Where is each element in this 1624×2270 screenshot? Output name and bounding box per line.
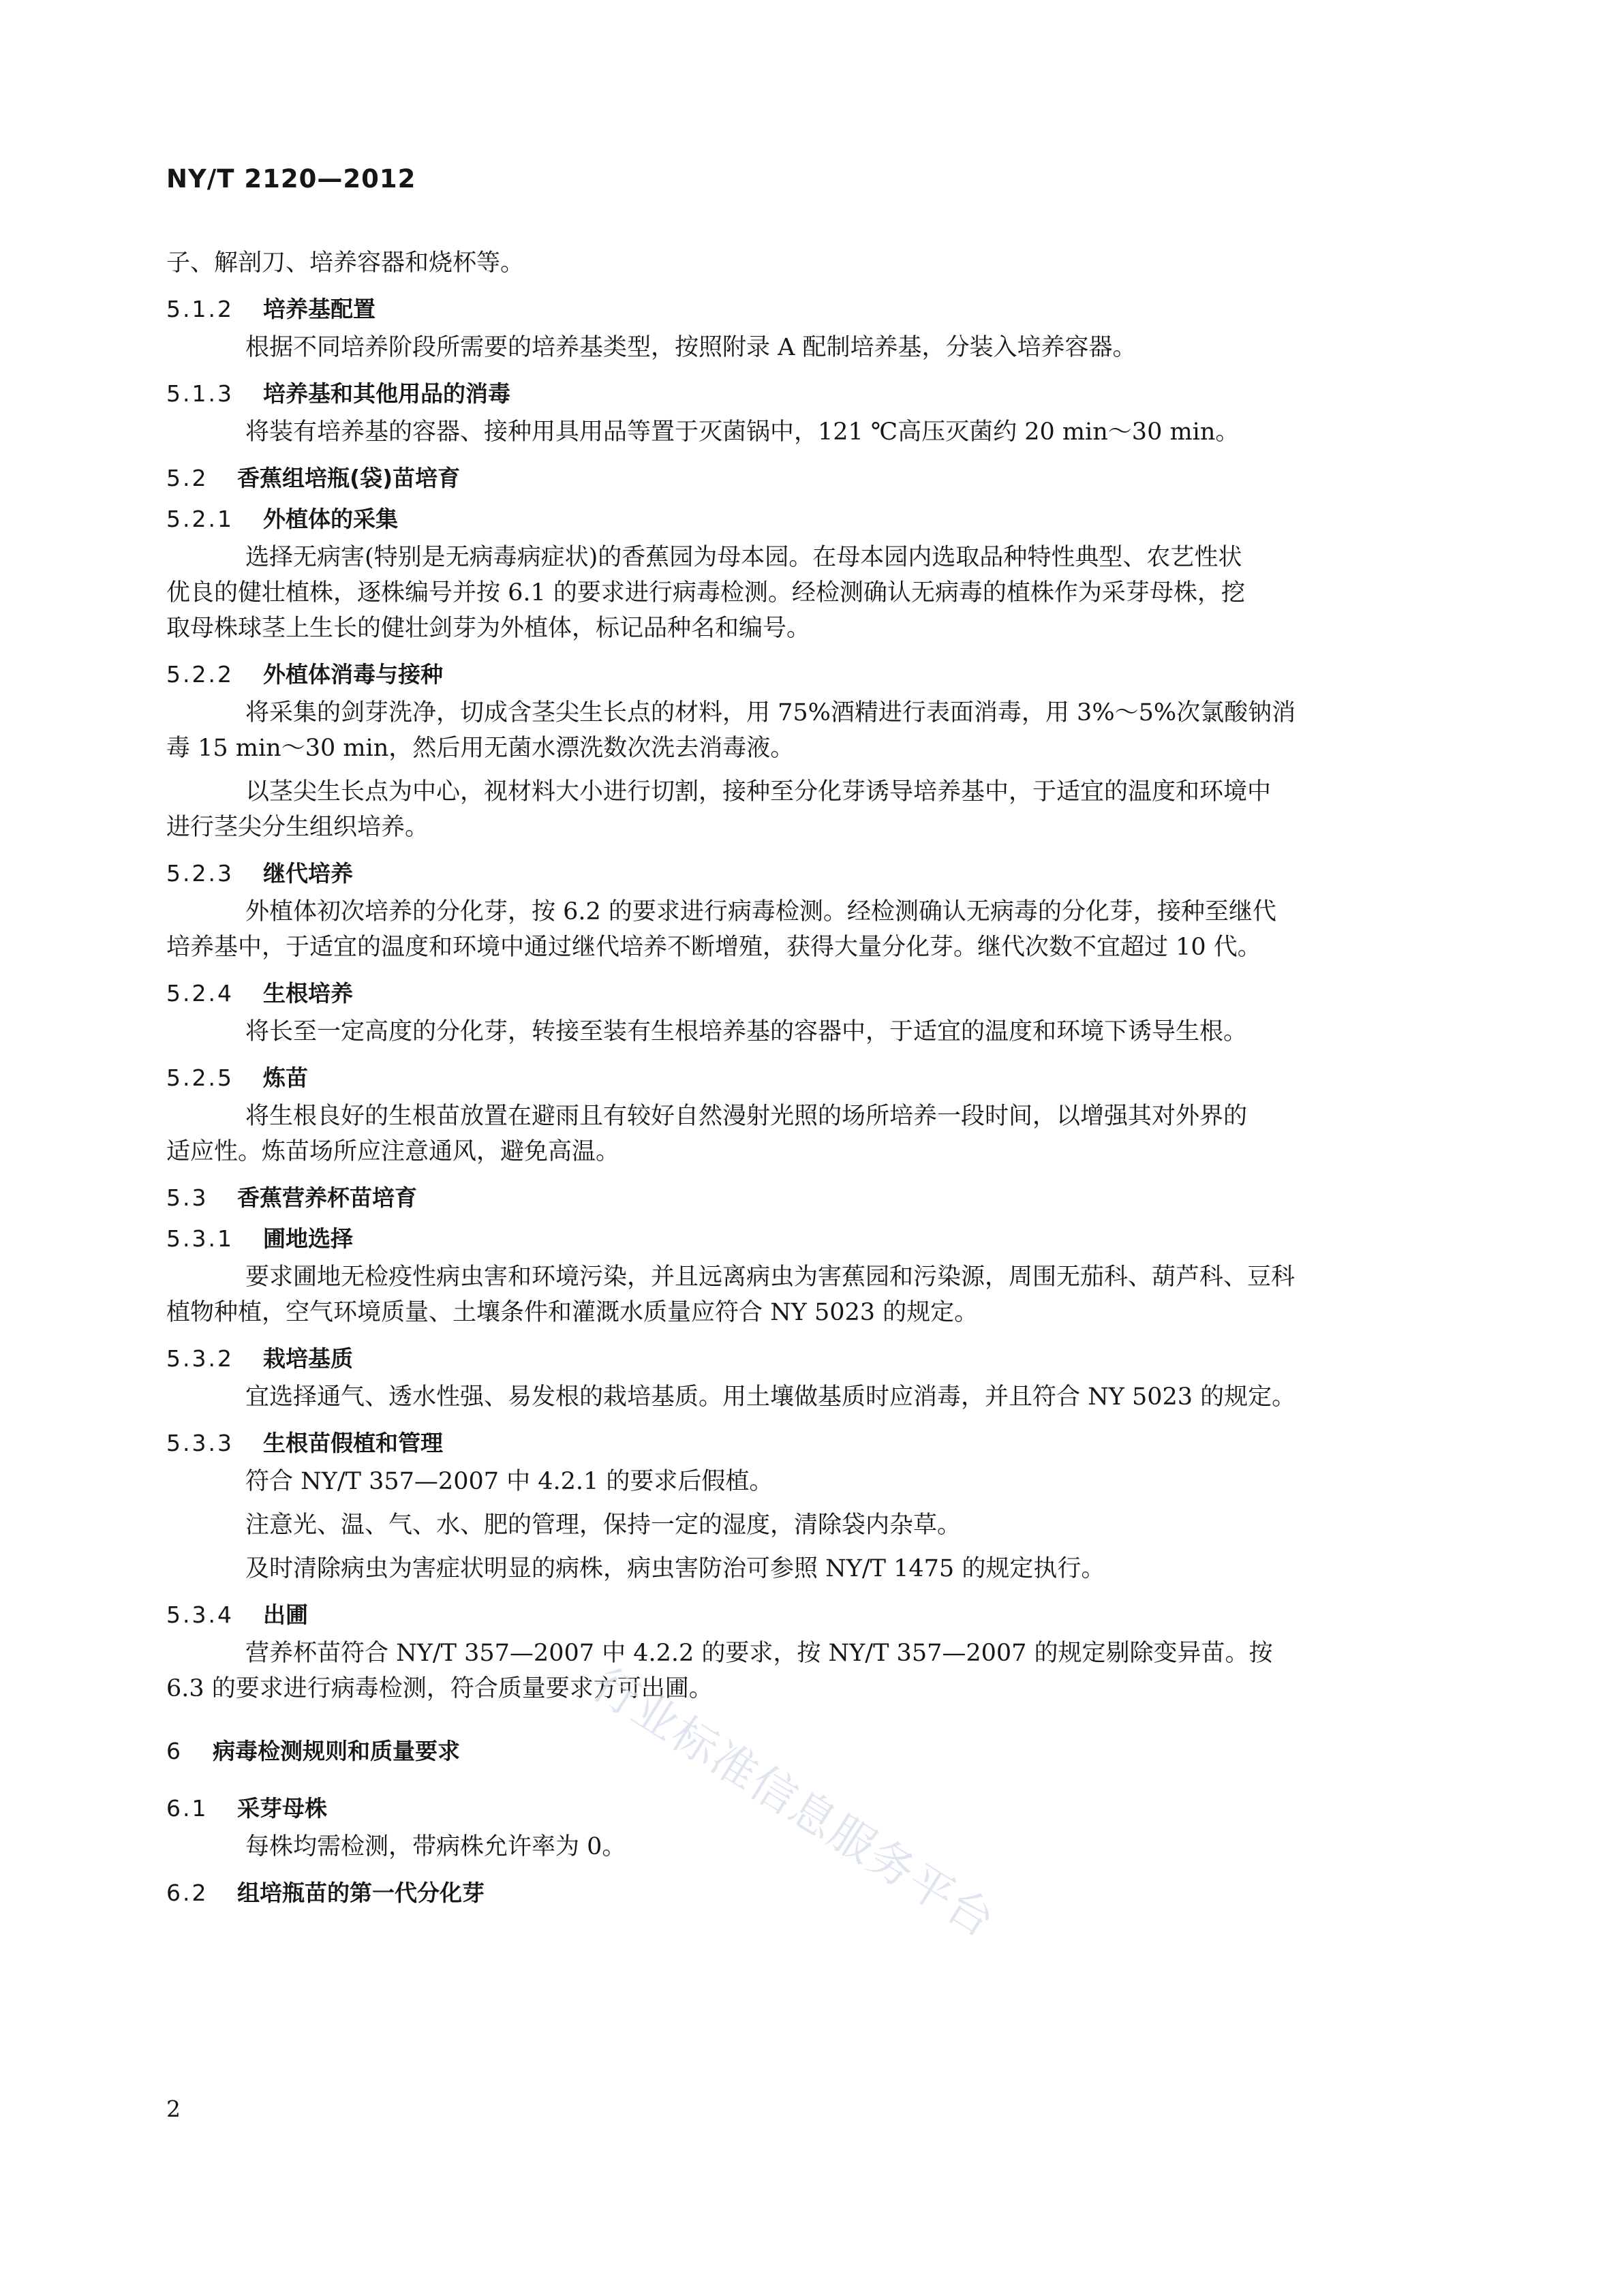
paragraph-line: 要求圃地无检疫性病虫害和环境污染，并且远离病虫为害蕉园和污染源，周围无茄科、葫芦科、豆科 <box>245 1263 1296 1291</box>
section-title: 培养基和其他用品的消毒 <box>263 380 510 407</box>
section-title: 生根培养 <box>263 980 353 1007</box>
section-number: 6.2 <box>166 1880 209 1906</box>
section-number: 5.3.4 <box>166 1601 234 1628</box>
section-heading <box>166 378 1461 410</box>
section-number: 5.3.1 <box>166 1225 234 1252</box>
watermark: 行业标准信息服务平台 <box>583 1657 1005 1948</box>
paragraph-line: 进行茎尖分生组织培养。 <box>166 814 429 841</box>
section-title: 病毒检测规则和质量要求 <box>213 1738 460 1764</box>
section-number: 6.1 <box>166 1795 209 1822</box>
section-number: 5.2.2 <box>166 661 234 688</box>
paragraph-line: 将生根良好的生根苗放置在避雨且有较好自然漫射光照的场所培养一段时间，以增强其对外界的 <box>245 1103 1248 1130</box>
section-title: 圃地选择 <box>263 1225 353 1252</box>
section-heading <box>166 462 1461 495</box>
section-heading <box>166 1182 1461 1214</box>
section-heading <box>166 857 1461 890</box>
paragraph-line: 选择无病害(特别是无病毒病症状)的香蕉园为母本园。在母本园内选取品种特性典型、农艺性状 <box>245 544 1242 571</box>
paragraph-line: 植物种植，空气环境质量、土壤条件和灌溉水质量应符合 NY 5023 的规定。 <box>166 1299 979 1326</box>
section-heading <box>166 1599 1461 1631</box>
section-title: 香蕉组培瓶(袋)苗培育 <box>237 465 461 491</box>
paragraph-line: 营养杯苗符合 NY/T 357—2007 中 4.2.2 的要求，按 NY/T 357—2007 的规定剔除变异苗。按 <box>245 1640 1273 1667</box>
section-title: 香蕉营养杯苗培育 <box>237 1184 417 1211</box>
paragraph: 将装有培养基的容器、接种用具用品等置于灭菌锅中，121 ℃高压灭菌约 20 min～30 min。 <box>245 418 1240 446</box>
paragraph: 及时清除病虫为害症状明显的病株，病虫害防治可参照 NY/T 1475 的规定执行。 <box>245 1555 1105 1582</box>
paragraph: 注意光、温、气、水、肥的管理，保持一定的湿度，清除袋内杂草。 <box>245 1512 962 1539</box>
paragraph-line: 外植体初次培养的分化芽，按 6.2 的要求进行病毒检测。经检测确认无病毒的分化芽，接种至继代 <box>245 898 1276 925</box>
section-heading <box>166 1427 1461 1460</box>
paragraph: 宜选择通气、透水性强、易发根的栽培基质。用土壤做基质时应消毒，并且符合 NY 5023 的规定。 <box>245 1383 1296 1411</box>
section-heading <box>166 1735 1461 1768</box>
section-title: 外植体消毒与接种 <box>263 661 443 688</box>
section-heading <box>166 977 1461 1010</box>
section-number: 5.1.3 <box>166 380 234 407</box>
section-title: 组培瓶苗的第一代分化芽 <box>237 1880 485 1906</box>
paragraph-line: 以茎尖生长点为中心，视材料大小进行切割，接种至分化芽诱导培养基中，于适宜的温度和环境中 <box>245 778 1272 806</box>
section-title: 生根苗假植和管理 <box>263 1430 443 1456</box>
paragraph-line: 优良的健壮植株，逐株编号并按 6.1 的要求进行病毒检测。经检测确认无病毒的植株作为采芽母株，挖 <box>166 579 1245 607</box>
document-body <box>166 245 1461 1914</box>
paragraph-line: 将采集的剑芽洗净，切成含茎尖生长点的材料，用 75%酒精进行表面消毒，用 3%～5%次氯酸钠消 <box>245 699 1296 726</box>
section-heading <box>166 293 1461 326</box>
section-heading <box>166 1062 1461 1094</box>
paragraph: 每株均需检测，带病株允许率为 0。 <box>245 1833 626 1860</box>
section-heading <box>166 503 1461 536</box>
section-title: 栽培基质 <box>263 1345 353 1372</box>
paragraph: 子、解剖刀、培养容器和烧杯等。 <box>166 249 525 277</box>
standard-code: NY/T 2120—2012 <box>166 164 416 194</box>
paragraph: 根据不同培养阶段所需要的培养基类型，按照附录 A 配制培养基，分装入培养容器。 <box>245 334 1137 361</box>
section-heading <box>166 1343 1461 1375</box>
section-number: 5.3 <box>166 1184 209 1211</box>
section-heading <box>166 658 1461 691</box>
paragraph-line: 6.3 的要求进行病毒检测，符合质量要求方可出圃。 <box>166 1675 713 1702</box>
section-number: 5.3.3 <box>166 1430 234 1456</box>
section-number: 6 <box>166 1738 183 1764</box>
paragraph-line: 取母株球茎上生长的健壮剑芽为外植体，标记品种名和编号。 <box>166 615 811 642</box>
section-heading <box>166 1223 1461 1255</box>
paragraph: 将长至一定高度的分化芽，转接至装有生根培养基的容器中，于适宜的温度和环境下诱导生根。 <box>245 1018 1248 1045</box>
section-number: 5.2.1 <box>166 506 234 532</box>
paragraph: 符合 NY/T 357—2007 中 4.2.1 的要求后假植。 <box>245 1468 773 1495</box>
section-number: 5.3.2 <box>166 1345 234 1372</box>
section-title: 炼苗 <box>263 1064 308 1091</box>
section-title: 采芽母株 <box>237 1795 327 1822</box>
section-number: 5.1.2 <box>166 296 234 322</box>
section-number: 5.2.4 <box>166 980 234 1007</box>
paragraph-line: 培养基中，于适宜的温度和环境中通过继代培养不断增殖，获得大量分化芽。继代次数不宜超过 10 代。 <box>166 934 1261 961</box>
paragraph-line: 适应性。炼苗场所应注意通风，避免高温。 <box>166 1138 620 1165</box>
section-title: 继代培养 <box>263 860 353 887</box>
page-number: 2 <box>166 2096 181 2122</box>
section-heading <box>166 1877 1461 1909</box>
section-number: 5.2 <box>166 465 209 491</box>
section-title: 出圃 <box>263 1601 308 1628</box>
section-title: 培养基配置 <box>263 296 376 322</box>
paragraph-line: 毒 15 min～30 min，然后用无菌水漂洗数次洗去消毒液。 <box>166 735 795 762</box>
section-number: 5.2.3 <box>166 860 234 887</box>
section-title: 外植体的采集 <box>263 506 398 532</box>
section-number: 5.2.5 <box>166 1064 234 1091</box>
